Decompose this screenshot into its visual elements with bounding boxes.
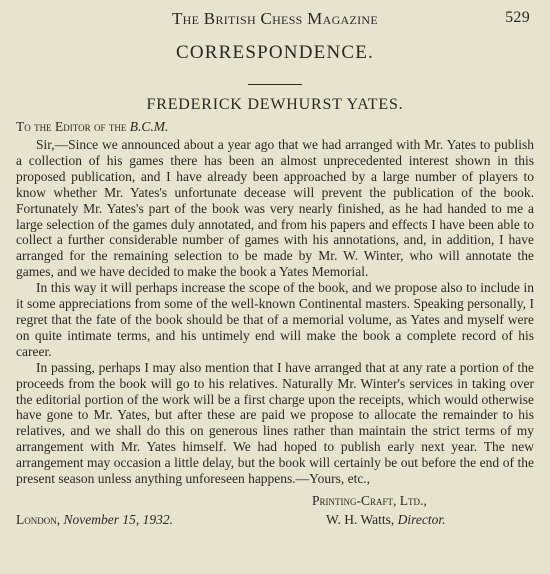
- section-divider: [248, 84, 302, 85]
- salutation-prefix: To the Editor of the: [16, 119, 127, 134]
- page-number: 529: [505, 9, 530, 26]
- place: London,: [16, 511, 61, 527]
- salutation: [14, 119, 536, 137]
- signature-company: Printing-Craft, Ltd.,: [312, 492, 427, 508]
- salutation-publication: B.C.M.: [129, 119, 169, 134]
- magazine-title: The British Chess Magazine: [171, 9, 379, 28]
- article-title: FREDERICK DEWHURST YATES.: [146, 96, 404, 113]
- signatory: W. H. Watts,: [326, 511, 395, 527]
- letter-closing: [14, 489, 536, 529]
- signatory-title: Director.: [397, 511, 446, 527]
- date: November 15, 1932.: [63, 511, 173, 527]
- signature-name: [326, 512, 446, 528]
- section-title: CORRESPONDENCE.: [176, 42, 374, 63]
- letter-body: [14, 137, 536, 487]
- place-and-date: [16, 512, 173, 528]
- running-head: [14, 6, 536, 30]
- paragraph-1: Sir,—Since we announced about a year ago that we had arranged with Mr. Yates to publish a collection of his games there has been an almost unprecedented interest shown in this proposed publication, and I have already been approached by a large number of players to know whether Mr. Yates's unfortunate decease will prevent the publication of the book. Fortunately Mr. Yates's part of the book was very nearly finished, as he had handed to me a large selection of the games duly annotated, and from his papers and effects I have been able to collect a further considerable number of games with his annotations, and, in addition, I have arranged for the remaining selection to be made by Mr. W. Winter, who will annotate the games, and we have decided to make the book a Yates Memorial.: [16, 137, 534, 280]
- paragraph-2: In this way it will perhaps increase the scope of the book, and we propose also to include in it some appreciations from some of the well-known Continental masters. Speaking personally, I regret that the fate of the book should be that of a memorial volume, as Yates and myself were on quite intimate terms, and his untimely end will make the book a complete record of his career.: [16, 280, 534, 359]
- paragraph-3: In passing, perhaps I may also mention that I have arranged that at any rate a portion of the proceeds from the book will go to his relatives. Naturally Mr. Winter's services in taking over the editorial portion of the work will be a first charge upon the receipts, which would otherwise have gone to Mr. Yates, but after these are paid we propose to allocate the remainder to his relatives, and we shall do this on generous lines rather than maintain the strict terms of my arrangement with Mr. Yates himself. We had hoped to publish early next year. The new arrangement may occasion a little delay, but the book will certainly be out before the end of the present season unless anything unforeseen happens.—Yours, etc.,: [16, 359, 534, 487]
